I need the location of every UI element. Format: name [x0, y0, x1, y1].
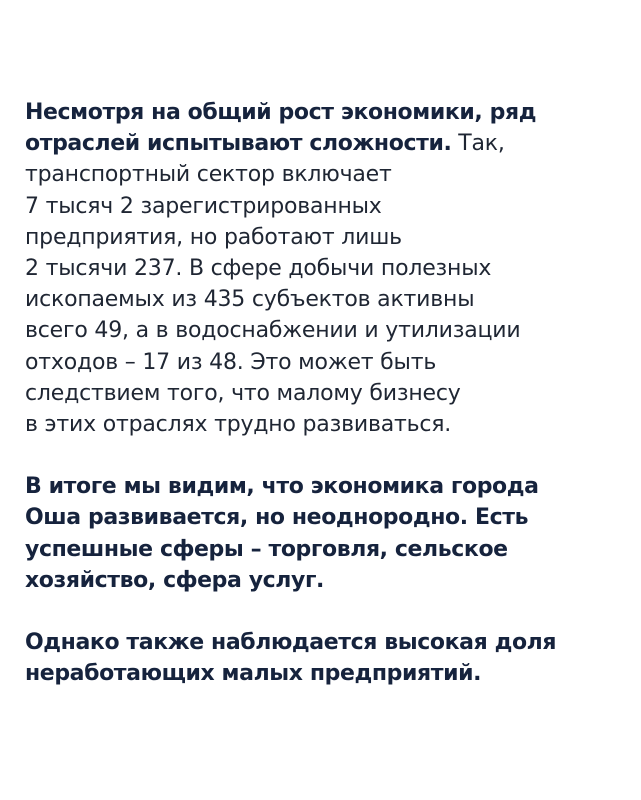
closing-line: неработающих малых предприятий.: [25, 661, 482, 687]
text-line: отходов – 17 из 48. Это может быть: [25, 349, 437, 375]
text-line: ископаемых из 435 субъектов активны: [25, 287, 475, 313]
text-line: 2 тысячи 237. В сфере добычи полезных: [25, 256, 492, 282]
text-line: всего 49, а в водоснабжении и утилизации: [25, 318, 521, 344]
text-line-2-rest: Так,: [451, 131, 505, 157]
text-line: в этих отраслях трудно развиваться.: [25, 412, 452, 438]
bold-intro-line-1: Несмотря на общий рост экономики, ряд: [25, 100, 537, 125]
intro-line-2: [25, 128, 625, 159]
bold-intro-line-2: отраслей испытывают сложности.: [25, 131, 452, 157]
text-line: 7 тысяч 2 зарегистрированных: [25, 193, 382, 219]
text-line: предприятия, но работают лишь: [25, 224, 402, 250]
paragraph-conclusion: [25, 471, 625, 596]
text-line: следствием того, что малому бизнесу: [25, 380, 461, 406]
paragraph-industries-difficulties: [25, 97, 625, 440]
conclusion-line: успешные сферы – торговля, сельское: [25, 536, 508, 562]
conclusion-line: В итоге мы видим, что экономика города: [25, 474, 539, 500]
text-slide: [25, 97, 625, 689]
text-line: транспортный сектор включает: [25, 162, 392, 188]
conclusion-line: хозяйство, сфера услуг.: [25, 567, 325, 593]
closing-line: Однако также наблюдается высокая доля: [25, 630, 557, 656]
paragraph-inactive-enterprises: [25, 627, 625, 689]
conclusion-line: Оша развивается, но неоднородно. Есть: [25, 505, 529, 531]
